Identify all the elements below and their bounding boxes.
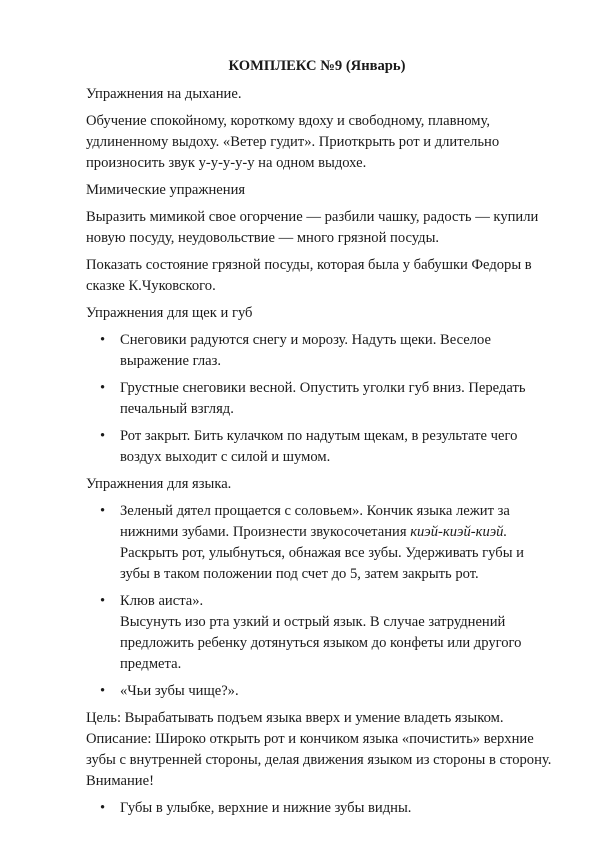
list-item: • Снеговики радуются снегу и морозу. Надуть щеки. Веселое выражение глаз. — [120, 330, 556, 372]
cheeks-list — [86, 330, 556, 468]
item-text: Раскрыть рот, улыбнуться, обнажая все зубы. Удерживать губы и зубы в таком положении под счет до 5, затем закрыть рот. — [120, 545, 524, 582]
mimic-paragraph-2: Показать состояние грязной посуды, которая была у бабушки Федоры в сказке К.Чуковского. — [86, 257, 532, 294]
list-item: • Губы в улыбке, верхние и нижние зубы видны. — [120, 798, 556, 819]
section-heading-cheeks: Упражнения для щек и губ — [86, 305, 253, 321]
breathing-paragraph: Обучение спокойному, короткому вдоху и свободному, плавному, удлиненному выдоху. «Ветер гудит». Приоткрыть рот и длительно произносить звук у-у-у-у-у на одном выдохе. — [86, 113, 500, 171]
attention-text: Внимание! — [86, 773, 154, 789]
page-title: КОМПЛЕКС №9 (Январь) — [228, 58, 406, 74]
document-page — [86, 56, 556, 825]
item-title: Клюв аиста». — [120, 593, 204, 609]
item-text: Зеленый дятел прощается с соловьем». Кончик языка лежит за нижними зубами. Произнести звукосочетания — [120, 503, 510, 540]
mimic-paragraph-1: Выразить мимикой свое огорчение — разбили чашку, радость — купили новую посуду, неудовольствие — много грязной посуды. — [86, 209, 539, 246]
list-item — [120, 591, 556, 675]
list-item: • Грустные снеговики весной. Опустить уголки губ вниз. Передать печальный взгляд. — [120, 378, 556, 420]
tongue-list — [86, 501, 556, 702]
section-heading-breathing: Упражнения на дыхание. — [86, 86, 242, 102]
description-text: Описание: Широко открыть рот и кончиком языка «почистить» верхние зубы с внутренней стороны, делая движения языком из стороны в сторону. — [86, 731, 552, 768]
attention-list — [86, 798, 556, 819]
section-heading-tongue: Упражнения для языка. — [86, 476, 232, 492]
list-item: • «Чьи зубы чище?». — [120, 681, 556, 702]
item-text: Высунуть изо рта узкий и острый язык. В случае затруднений предложить ребенку дотянуться языком до конфеты или другого предмета. — [120, 614, 522, 672]
goal-text: Цель: Вырабатывать подъем языка вверх и умение владеть языком. — [86, 710, 504, 726]
section-heading-mimic: Мимические упражнения — [86, 182, 246, 198]
sound-combination: киэй-киэй-киэй. — [410, 524, 508, 540]
list-item — [120, 501, 556, 585]
list-item: • Рот закрыт. Бить кулачком по надутым щекам, в результате чего воздух выходит с силой и шумом. — [120, 426, 556, 468]
